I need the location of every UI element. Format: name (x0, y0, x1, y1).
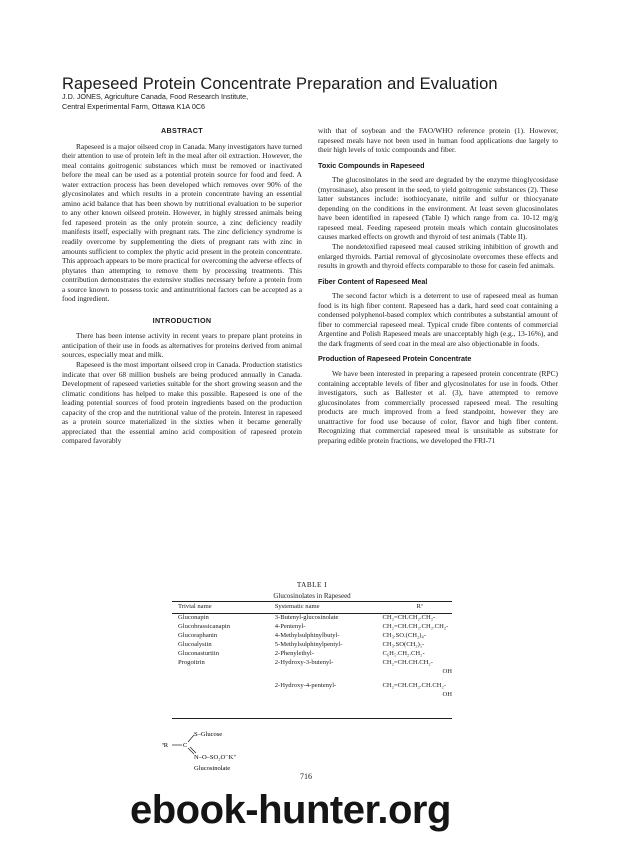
paper-title: Rapeseed Protein Concentrate Preparation and Evaluation (62, 75, 498, 94)
table-cell: 2-Hydroxy-4-pentenyl- (274, 682, 337, 689)
table-label: TABLE I (296, 581, 328, 589)
table-row (172, 622, 452, 631)
table-cell: CH₃.SO(CH₂)₅- (382, 641, 425, 648)
table-cell: CH₂=CH.CH₂.CH₂- (382, 614, 436, 621)
table-cell (172, 681, 261, 690)
section-heading-toxic: Toxic Compounds in Rapeseed (318, 160, 425, 170)
table-cell (261, 690, 383, 699)
table-cell (172, 690, 261, 699)
table-row (172, 658, 452, 667)
author-line-2: Central Experimental Farm, Ottawa K1A 0C6 (62, 101, 206, 111)
table-cell: Glucoalysiin (178, 641, 212, 648)
table-body (172, 613, 452, 699)
structure-caption: Glucosinolate (194, 765, 231, 772)
structure-r-label: ªR (162, 742, 169, 749)
page-number: 716 (300, 772, 312, 781)
watermark-banner: ebook-hunter.org (130, 788, 451, 832)
table-row (172, 631, 452, 640)
table-cell: Gluconasturtiin (178, 650, 220, 657)
table-cell (172, 667, 261, 676)
table-cell: Glucoraphanin (178, 632, 218, 639)
table-header-row (172, 601, 452, 613)
body-paragraph: The nondetoxified rapeseed meal caused striking inhibition of growth and enlarged thyroids. Partial removal of glycosinolate overcomes these effects and results in growth and thyroid effects comparable to those for casein fed animals. (318, 242, 558, 271)
section-heading-fiber: Fiber Content of Rapeseed Meal (318, 276, 428, 286)
author-line-1: J.D. JONES, Agriculture Canada, Food Research Institute, (62, 92, 249, 101)
introduction-heading: INTRODUCTION (152, 315, 212, 325)
structure-n-group: N–O–SO₂O⁻K⁺ (194, 754, 237, 761)
table-cell: CH₂=CH.CH₂.CH₂.CH₂- (382, 623, 449, 630)
table-header-cell: Rª (416, 603, 423, 610)
table-row (172, 640, 452, 649)
abstract-heading: ABSTRACT (161, 126, 203, 135)
table-cell (261, 667, 383, 676)
table-cell: Glucobrassicanapin (178, 623, 230, 630)
left-column (62, 126, 302, 446)
table-row (172, 690, 452, 699)
table-row (172, 649, 452, 658)
table-cell: Gluconapin (178, 614, 209, 621)
section-heading-production: Production of Rapeseed Protein Concentrate (318, 354, 472, 364)
table-cell: 2-Hydroxy-3-butenyl- (274, 659, 334, 666)
table-caption: Glucosinolates in Rapeseed (273, 592, 351, 600)
table-cell: CH₃.SO.(CH₂)₄- (382, 632, 426, 639)
glucosinolate-table (172, 601, 452, 699)
structure-s-glucose: S–Glucose (194, 731, 223, 738)
table-cell: OH (442, 668, 452, 675)
body-paragraph: We have been interested in preparing a rapeseed protein concentrate (RPC) containing acceptable levels of fiber and glycosinolates for use in foods. Other investigators, such as Ballester et al. (3), have attempted to remove glucosinolates from commercially processed rapeseed meal. The resulting products are much improved from a feed standpoint, however they are unattractive for food use because of color, flavor and high fiber content. Recognizing that commercial rapeseed meal is unsuitable as substrate for preparing edible protein fractions, we developed the FRI-71 (318, 369, 558, 445)
table-row (172, 667, 452, 676)
table-row (172, 681, 452, 690)
introduction-paragraph: There has been intense activity in recent years to prepare plant proteins in anticipation of their use in foods as alternatives for proteins derived from animal sources, especially meat and milk. (62, 331, 302, 360)
body-paragraph: The second factor which is a deterrent to use of rapeseed meal as human food is its high fiber content. Rapeseed has a dark, hard seed coat containing a condensed polyphenol-based complex which contributes a substantial amount of fiber to commercial rapeseed meal. Typical crude fibre contents of commercial Argentine and Polish Rapeseed meals are unacceptably high (e.g., 13-16%), and the dark fragments of seed coat in the meal are also objectionable in foods. (318, 291, 558, 348)
table-cell: CH₂=CH.CH.CH₂- (382, 659, 433, 666)
abstract-text: Rapeseed is a major oilseed crop in Canada. Many investigators have turned their attention to use of protein left in the meal after oil extraction. However, the meal contains goitrogenic substances which must be removed or inactivated before the meal can be used as a potential protein source for food and feed. A water extraction process has been developed which removes over 90% of the glycosinolates and which results in a protein concentrate having an essential amino acid balance that has been shown by nutritional evaluation to be superior to any other known oilseed protein. However, in highly stressed animals being fed rapeseed protein as the only protein source, a zinc deficiency readily manifests itself, especially with pregnant rats. The zinc deficiency syndrome is readily overcome by supplementing the diets of pregnant rats with zinc in amounts sufficient to complex the phytic acid present in the protein concentrate. This approach appears to be more practical for overcoming the adverse effects of phytates than attempting to remove them by processing treatments. This contribution demonstrates the extensive studies necessary before a protein from a source known to possess toxic and antinutritional factors can be accepted as a food ingredient. (62, 141, 302, 304)
glucosinolate-structure-diagram (160, 727, 280, 787)
table-rule-bottom (172, 718, 452, 719)
body-paragraph: The glucosinolates in the seed are degraded by the enzyme thioglycosidase (myrosinase), also present in the seed, to yield goitrogenic substances (2). These latter substances include: isothiocyanate, nitrile and sulfur or thiocyanate depending on the conditions in the environment. At least seven glucosinolates have been identified in rapeseed (Table I) which range from ca. 10-12 mg/g rapeseed meal. Feeding rapeseed protein meals which contain glucosinolates causes marked effects on growth and thyroid of test animals (Table II). (318, 175, 558, 242)
author-affiliation (62, 92, 362, 111)
right-column (318, 126, 558, 445)
table-cell: OH (442, 691, 452, 698)
table-header-cell: Systematic name (274, 603, 320, 610)
structure-carbon: C (183, 742, 188, 749)
table-cell: 5-Methylsulphinylpentyl- (274, 641, 343, 648)
introduction-paragraph: Rapeseed is the most important oilseed crop in Canada. Production statistics indicate that over 68 million bushels are being produced annually in Canada. Development of rapeseed varieties suitable for the short growing season and the climatic conditions has helped to make this possible. Rapeseed is one of the leading potential sources of food protein ingredients based on the production capacity of the crop and the nutritional value of the protein. Interest in rapeseed as a protein source materialized in the sixties when it became generally appreciated that the essential amino acid composition of rapeseed protein compared favorably (62, 360, 302, 446)
table-cell: 4-Pentenyl- (274, 623, 306, 630)
table-cell: 3-Butenyl-glucosinolate (274, 614, 339, 621)
table-row (172, 613, 452, 622)
table-cell: 2-Phenylethyl- (274, 650, 314, 657)
table-rule-header (172, 613, 452, 614)
table-cell: CH₂=CH.CH₂.CH.CH₂- (382, 682, 447, 689)
intro-continuation: with that of soybean and the FAO/WHO reference protein (1). However, rapeseed meals have not been used in human food applications due largely to their high levels of toxic compounds and fiber. (318, 126, 558, 155)
table-cell: C₆H₅.CH₂.CH₂- (382, 650, 425, 657)
table-header-cell: Trivial name (178, 603, 212, 610)
table-cell: 4-Methylsulphinylbutyl- (274, 632, 340, 639)
table-cell: Progoitrin (178, 659, 205, 666)
